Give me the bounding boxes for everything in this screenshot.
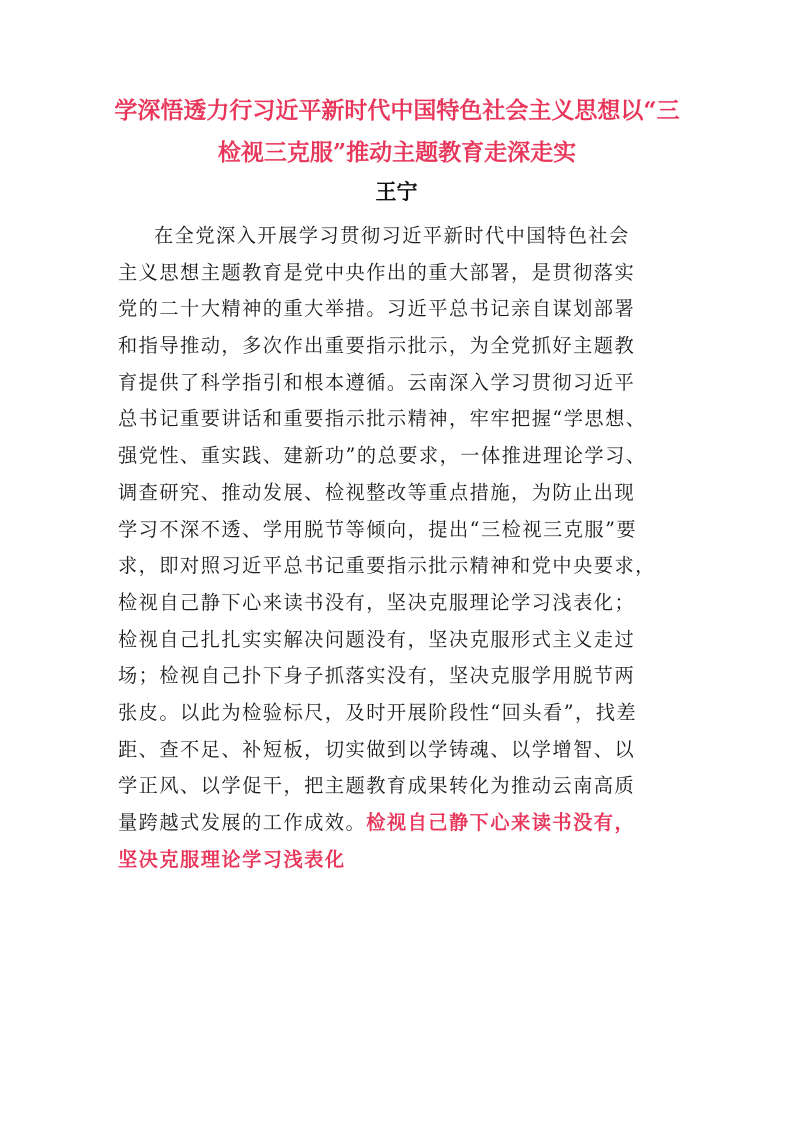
section-heading-start: 检视自己静下心来读书没有，: [366, 811, 636, 834]
title-line-1: 学深悟透力行习近平新时代中国特色社会主义思想以“三: [114, 97, 680, 124]
paragraph-line: 距、查不足、补短板，切实做到以学铸魂、以学增智、以: [118, 737, 636, 761]
paragraph-line: 党的二十大精神的重大举措。习近平总书记亲自谋划部署: [118, 297, 636, 321]
paragraph-line: 场；检视自己扑下身子抓落实没有，坚决克服学用脱节两: [118, 664, 636, 688]
paragraph-line: 育提供了科学指引和根本遵循。云南深入学习贯彻习近平: [118, 370, 636, 394]
paragraph-line: 学正风、以学促干，把主题教育成果转化为推动云南高质: [118, 774, 636, 798]
paragraph-line: 和指导推动，多次作出重要指示批示，为全党抓好主题教: [118, 334, 636, 358]
paragraph-line: 检视自己扎扎实实解决问题没有，坚决克服形式主义走过: [118, 627, 636, 651]
paragraph-line: 调查研究、推动发展、检视整改等重点措施，为防止出现: [118, 480, 636, 504]
paragraph-line: 总书记重要讲话和重要指示批示精神，牢牢把握“学思想、: [118, 407, 647, 431]
title-line-2: 检视三克服”推动主题教育走深走实: [217, 139, 577, 166]
paragraph-line: 强党性、重实践、建新功”的总要求，一体推进理论学习、: [118, 444, 647, 468]
paragraph-line: 学习不深不透、学用脱节等倾向，提出“三检视三克服”要: [118, 517, 638, 541]
body-paragraph: [118, 218, 684, 878]
paragraph-line: 主义思想主题教育是党中央作出的重大部署，是贯彻落实: [118, 260, 636, 284]
paragraph-last-line: [118, 805, 684, 842]
author-name: 王宁: [375, 180, 418, 204]
document-title: [100, 90, 694, 174]
paragraph-line: 在全党深入开展学习贯彻习近平新时代中国特色社会: [154, 224, 630, 247]
paragraph-line-text: 量跨越式发展的工作成效。: [118, 811, 367, 834]
paragraph-line: 求，即对照习近平总书记重要指示批示精神和党中央要求，: [118, 554, 656, 578]
paragraph-line: 检视自己静下心来读书没有，坚决克服理论学习浅表化；: [118, 590, 636, 614]
paragraph-line: 张皮。以此为检验标尺，及时开展阶段性“回头看”，找差: [118, 700, 638, 724]
section-heading-end: 坚决克服理论学习浅表化: [118, 847, 346, 871]
